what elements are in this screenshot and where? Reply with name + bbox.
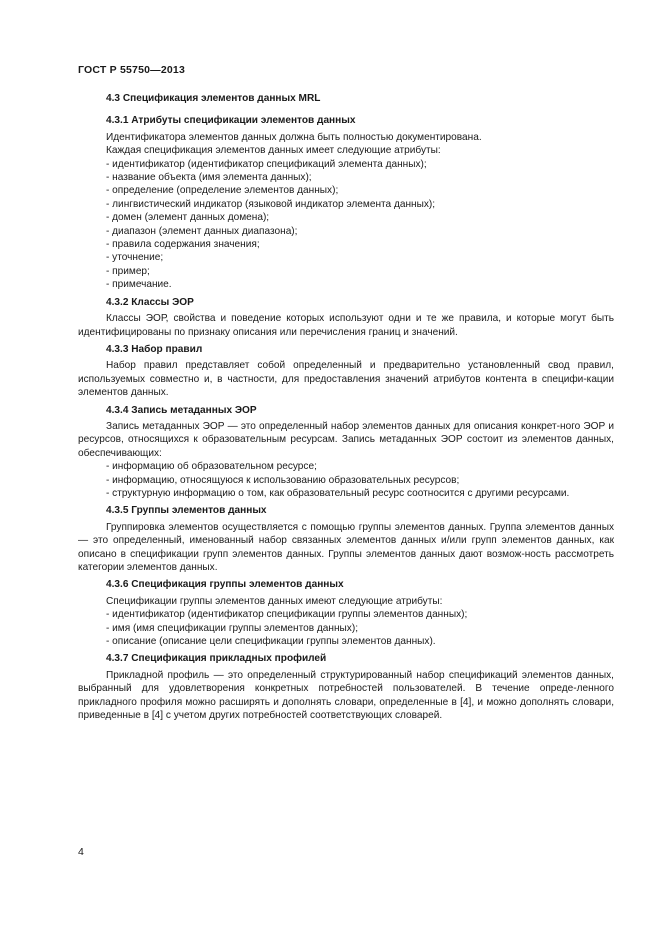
list-item: - примечание. (106, 279, 172, 291)
subsection-title-4-3-7: 4.3.7 Спецификация прикладных профилей (106, 653, 327, 665)
list-item: - информацию, относящуюся к использованию образовательных ресурсов; (106, 474, 460, 486)
list-item: - имя (имя спецификации группы элементов данных); (106, 622, 359, 634)
list-item: - описание (описание цели спецификации группы элементов данных). (106, 636, 436, 648)
paragraph: Прикладной профиль — это определенный структурированный набор спецификаций элементов данных, выбранный для удовлетворения конкретных потребностей пользователей. В течение опреде-ленного прикладного профиля можно расширять и дополнять словари, определенные в [4], и можно дополнять словари, приведенные в [4] с учетом других потребностей соответствующих словарей. (78, 669, 614, 722)
section-title-4-3: 4.3 Спецификация элементов данных MRL (106, 93, 321, 104)
document-header: ГОСТ Р 55750—2013 (78, 64, 186, 76)
paragraph: Запись метаданных ЭОР — это определенный набор элементов данных для описания конкрет-ного ЭОР и ресурсов, относящихся к образовательным ресурсам. Запись метаданных ЭОР состоит из элементов данных, обеспечивающих: (78, 420, 614, 459)
paragraph: Группировка элементов осуществляется с помощью группы элементов данных. Группа элементов данных — это определенный, именованный набор связанных элементов данных и/или групп элементов данных, как описано в спецификации групп элементов данных. Группы элементов данных дают возмож-ность рассмотреть категории элементов данных. (78, 521, 614, 573)
list-item: - структурную информацию о том, как образовательный ресурс соотносится с другими ресурсами. (106, 487, 570, 499)
paragraph: Каждая спецификация элементов данных имеет следующие атрибуты: (106, 145, 441, 157)
list-item: - идентификатор (идентификатор спецификации группы элементов данных); (106, 609, 468, 621)
list-item: - пример; (106, 265, 150, 277)
subsection-title-4-3-2: 4.3.2 Классы ЭОР (106, 296, 194, 308)
list-item: - идентификатор (идентификатор спецификаций элемента данных); (106, 158, 427, 170)
subsection-title-4-3-5: 4.3.5 Группы элементов данных (106, 505, 267, 517)
document-body (78, 92, 614, 722)
subsection-title-4-3-6: 4.3.6 Спецификация группы элементов данных (106, 579, 344, 591)
list-item: - домен (элемент данных домена); (106, 212, 270, 224)
list-item: - уточнение; (106, 252, 164, 264)
list-item: - информацию об образовательном ресурсе; (106, 461, 317, 473)
paragraph: Набор правил представляет собой определенный и предварительно установленный свод правил, используемых совместно и, в частности, для предоставления значений атрибутов контента в специфи-кации элементов данных. (78, 360, 614, 399)
paragraph: Классы ЭОР, свойства и поведение которых используют одни и те же правила, и которые могут быть идентифицированы по признаку описания или перечисления границ и значений. (78, 313, 614, 338)
paragraph: Спецификации группы элементов данных имеют следующие атрибуты: (106, 595, 443, 607)
list-item: - лингвистический индикатор (языковой индикатор элемента данных); (106, 198, 436, 210)
list-item: - диапазон (элемент данных диапазона); (106, 225, 298, 237)
list-item: - определение (определение элементов данных); (106, 185, 339, 197)
page-number: 4 (78, 846, 84, 858)
list-item: - название объекта (имя элемента данных); (106, 172, 312, 184)
subsection-title-4-3-3: 4.3.3 Набор правил (106, 343, 203, 355)
paragraph: Идентификатора элементов данных должна быть полностью документирована. (106, 131, 482, 143)
list-item: - правила содержания значения; (106, 239, 260, 251)
subsection-title-4-3-1: 4.3.1 Атрибуты спецификации элементов данных (106, 115, 356, 127)
subsection-title-4-3-4: 4.3.4 Запись метаданных ЭОР (106, 404, 257, 416)
